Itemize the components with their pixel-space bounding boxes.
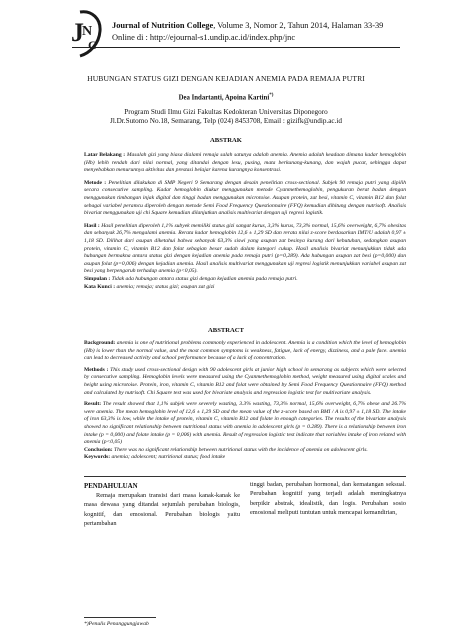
body-column-left <box>84 491 240 528</box>
abstract-keywords-label: Keywords: <box>84 454 111 461</box>
abstrak-conclusion-label: Simpulan : <box>84 275 111 282</box>
abstract-body <box>84 340 406 466</box>
abstrak-keywords-label: Kata Kunci : <box>84 283 116 290</box>
abstrak-heading: ABSTRAK <box>210 137 242 144</box>
abstrak-results-text: Hasil penelitian diperoleh 1,1% subyek memiliki status gizi sangat kurus, 3,3% kurus, 73,3% normal, 15,6% overweight, 6,7% obesitas dan sebanyak 26,7% mengalami anemia. Rerata kadar hemoglobin 12,6 ± 1,29 SD dan rerata nilai z-score berdasarkan IMT/U adalah 0,97 ± 1,18 SD. Dilihat dari asupan diketahui bahwa sebanyak 63,3% siswi yang asupan zat besinya kurang dari kebutuhan, sedangkan asupan protein, vitamin C, vitamin B12 dan folat sebagian besar sudah dalam kategori cukup. Hasil analisis bivariat menunjukkan tidak ada hubungan bermakna antara status gizi dengan kejadian anemia pada remaja putri (p=0,289). Ada hubungan asupan zat besi (p=0,000) dan asupan folat (p=0,006) dengan kejadian anemia. Hasil analisis multivariat menggunakan uji regresi logistik menunjukkan variabel asupan zat besi yang berpengaruh terhadap anemia (p<0,05). <box>84 222 406 275</box>
body-column-right <box>250 480 406 517</box>
abstract-background-label: Background: <box>84 340 116 346</box>
abstract-methods <box>84 367 406 397</box>
svg-text:N: N <box>82 24 93 39</box>
intro-paragraph-right: tinggi badan, perubahan hormonal, dan kematangan seksual. Perubahan kognitif yang terjadi adalah meningkatnya berpikir abstrak, idealistik, dan logis. Perubahan sosio emosional meliputi tuntutan untuk mencapai kemandirian, <box>250 481 406 516</box>
abstract-results-label: Result: <box>84 401 102 408</box>
footnote-divider <box>84 617 156 618</box>
abstract-keywords <box>84 454 406 462</box>
svg-text:J: J <box>71 18 84 47</box>
abstrak-background-label: Latar Belakang : <box>84 152 126 158</box>
abstrak-background-text: Masalah gizi yang biasa dialami remaja salah satunya adalah anemia. Anemia adalah keadaan dimana kadar hemoglobin (Hb) lebih rendah dari nilai normal, yang ditandai dengan lesu, pusing, mata berkunang-kunang, dan wajah pucat, sehingga dapat menyebabkan menurunnya aktivitas dan prestasi belajar karena kurangnya konsentrasi. <box>84 152 406 174</box>
abstract-conclusion-label: Conclusion: <box>84 446 113 453</box>
article-authors <box>0 93 452 101</box>
abstrak-keywords <box>84 284 406 292</box>
abstrak-methods-text: Penelitian dilakukan di SMP Negeri 9 Semarang dengan desain penelitian cross-sectional. Subjek 90 remaja putri yang dipilih secara consecutive sampling. Kadar hemoglobin diukur menggunakan metode Cyanmethemoglobin, pengukuran berat badan dengan menggunakan timbangan injak digital dan tinggi badan menggunakan microtoise. Asupan protein, zat besi, vitamin C, vitamin B12 dan folat sebagai variabel peramcu diperoleh dengan metode Semi Food Frequency Questionnaire (FFQ) kemudian dihitung dengan nutrisoft. Analisis bivariat menggunakan uji chi Square kemudian dilanjutkan analisis multivariat dengan uji regresi logistik. <box>84 179 407 217</box>
abstract-results <box>84 401 406 447</box>
abstrak-conclusion <box>84 276 406 284</box>
footnote-corresponding-author: *)Penulis Penanggungjawab <box>84 621 149 627</box>
jnc-logo <box>70 9 104 59</box>
abstract-heading: ABSTRACT <box>208 327 244 334</box>
abstrak-conclusion-text: Tidak ada hubungan antara status gizi dengan kejadian anemia pada remaja putri. <box>110 275 298 282</box>
abstract-background-text: anemia is one of nutritional problems commonly experienced in adolescent. Anemia is a condition which the level of hemoglobin (Hb) is lower than the normal value, and the most common symptoms is weakness, fatigue, lack of energy, dizziness, and a pale face. anemia can lead to decreased activity and school performance because of a lack of concentration. <box>84 340 406 362</box>
section-heading-introduction: PENDAHULUAN <box>84 483 138 490</box>
abstrak-results <box>84 223 406 276</box>
abstract-methods-text: This study used cross-sectional design with 90 adolescent girls at junior high school in semarang as subjects which were selected by consecutive sampling. Hemoglobin levels were measured using the Cyanmethemoglobin method, weight measured using digital scales and height using microtoise. Protein, iron, vitamin C, vitamin B12 and folat were obtained by Semi Food Frequency Questionnaire (FFQ) method and calculated by nutrisoft. Chi Square test was used for bivariate analysis and regression logistic test for multivariate analysis. <box>84 366 406 396</box>
journal-issue-info: , Volume 3, Nomor 2, Tahun 2014, Halaman 33-39 <box>213 21 384 30</box>
abstrak-methods-label: Metode : <box>84 179 107 186</box>
abstrak-background <box>84 152 406 175</box>
affiliation-line-1: Program Studi Ilmu Gizi Fakultas Kedokteran Universitas Diponegoro <box>124 108 328 116</box>
abstrak-results-label: Hasil : <box>84 222 100 229</box>
affiliation-line-2: Jl.Dr.Sutomo No.18, Semarang, Telp (024) 8453708, Email : gizifk@undip.ac.id <box>110 117 342 125</box>
abstrak-methods <box>84 180 406 218</box>
article-title: HUBUNGAN STATUS GIZI DENGAN KEJADIAN ANEMIA PADA REMAJA PUTRI <box>87 74 365 83</box>
journal-online-link[interactable]: Online di : http://ejournal-s1.undip.ac.id/index.php/jnc <box>112 33 296 42</box>
journal-name: Journal of Nutrition College <box>112 21 214 30</box>
journal-citation <box>112 21 383 30</box>
abstract-keywords-text: anemia; adolescent; nutritional status; food intake <box>110 454 226 461</box>
svg-text:C: C <box>88 38 97 52</box>
abstract-divider <box>84 476 406 477</box>
author-names: Dea Indartanti, Apoina Kartini <box>178 94 270 102</box>
abstract-results-text: The result showed that 1,1% subjek were severely wasting, 3.3% wasting, 73,3% normal, 15,6% overweight, 6,7% obese and 26.7% were anemia. The mean hemoglobin level of 12,6 ± 1,29 SD and the mean value of the z-score based on BMI / A is 0,97 ± 1,18 SD. The intake of iron 63,3% is low, while the intake of protein, vitamin C, vitamin B12 and folate in enough categories. The results of the bivariate analysis showed no significant relationship between nutritional status with anemia in adolescent girls (p = 0.289). There is a relationship between iron intake (p = 0,000) and folate intake (p = 0,006) with anemia. Result of regression logistic test indicate that variables intake of iron related with anemia (p<0,05) <box>84 401 406 446</box>
abstract-conclusion-text: There was no significant relationship between nutritional status with the incidence of anemia on adolescent girls. <box>112 446 368 453</box>
intro-paragraph-left: Remaja merupakan transisi dari masa kanak-kanak ke masa dewasa yang ditandai sejumlah perubahan biologis, kognitif, dan emosional. Perubahan biologis yaitu pertambahan <box>84 492 240 527</box>
abstrak-body <box>84 152 406 296</box>
corresponding-author-mark: *) <box>269 93 274 98</box>
abstract-background <box>84 340 406 363</box>
abstrak-keywords-text: anemia; remaja; status gizi; asupan zat gizi <box>115 283 215 290</box>
header-divider <box>72 47 400 48</box>
abstract-methods-label: Methods : <box>84 366 109 373</box>
